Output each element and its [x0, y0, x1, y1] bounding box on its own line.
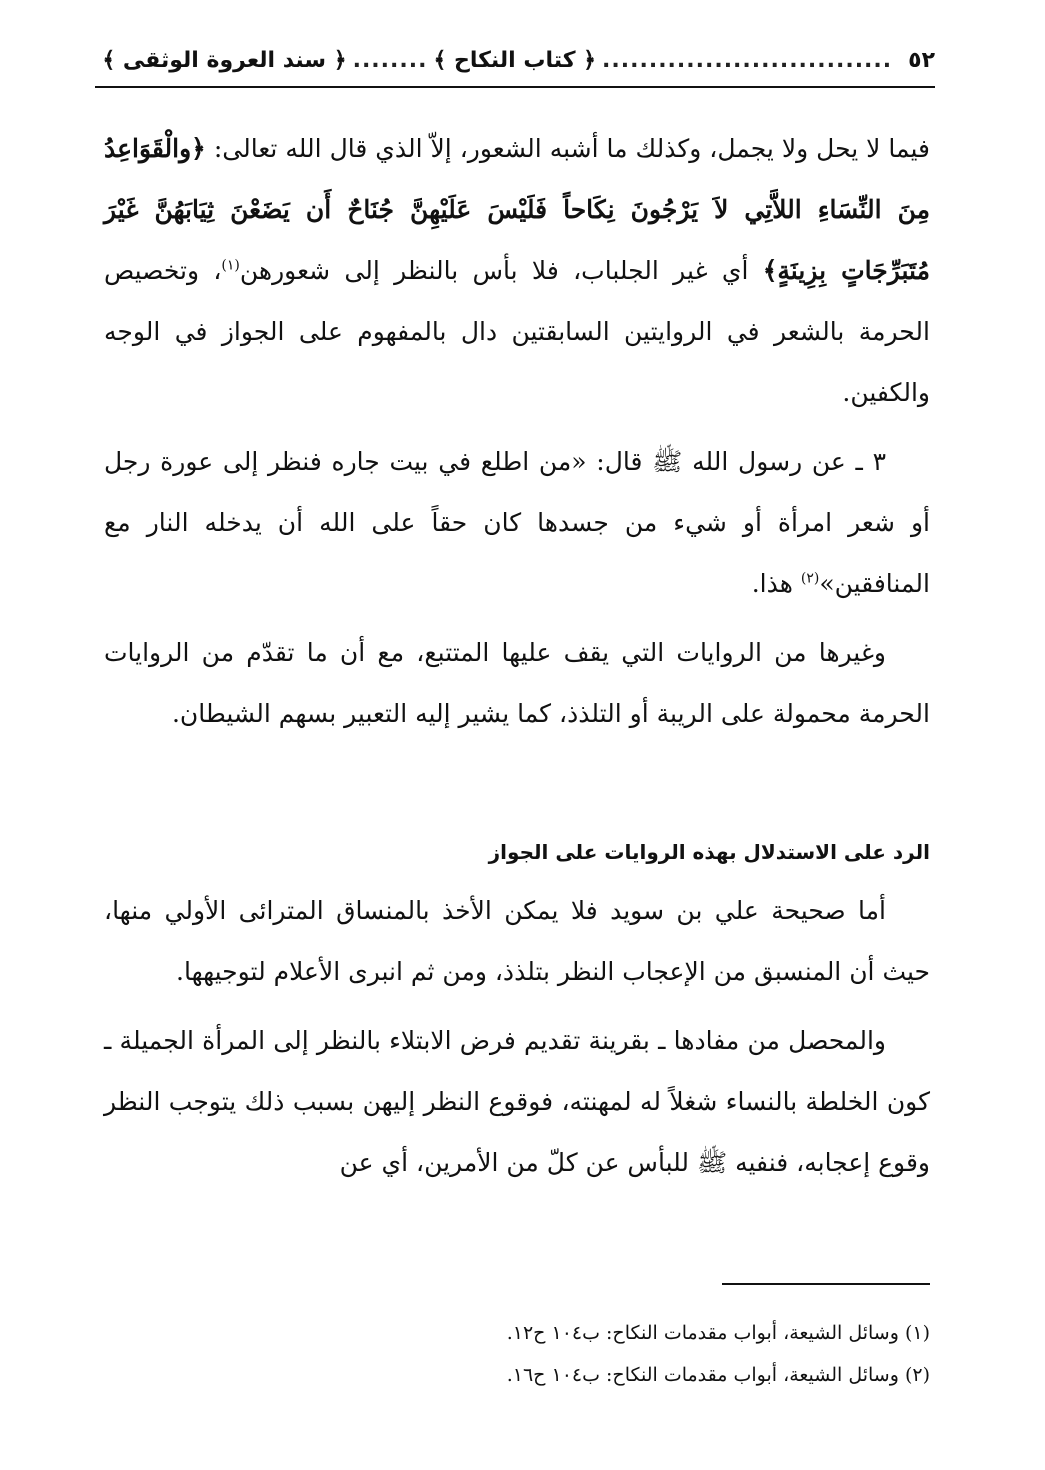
paragraph-2-end: هذا. [751, 569, 801, 598]
paragraph-5: والمحصل من مفادها ـ بقرينة تقديم فرض الابتلاء بالنظر إلى المرأة الجميلة ـ كون الخلطة بالنساء شغلاً له لمهنته، فوقوع النظر إليهن بسبب ذلك يتوجب النظر وقوع إعجابه، فنفيه ﷺ للبأس عن كلّ من الأمرين، أي عن [104, 1026, 930, 1177]
footnote-1: (١) وسائل الشيعة، أبواب مقدمات النكاح: ب١٠٤ ح١٢. [506, 1322, 930, 1344]
paragraph-1-intro: فيما لا يحل ولا يجمل، وكذلك ما أشبه الشعور، إلاّ الذي قال الله تعالى: [205, 134, 930, 163]
paragraph-1 [104, 118, 930, 423]
footnotes [300, 1312, 930, 1396]
main-text-block [104, 118, 930, 744]
paragraph-4: أما صحيحة علي بن سويد فلا يمكن الأخذ بالمنساق المترائى الأولي منها، حيث أن المنسبق من الإعجاب النظر بتلذذ، ومن ثم انبرى الأعلام لتوجيهها. [104, 896, 930, 986]
header-divider [95, 86, 935, 88]
footnote-2: (٢) وسائل الشيعة، أبواب مقدمات النكاح: ب١٠٤ ح١٦. [506, 1364, 930, 1386]
header-dot-leader-2: ........ [352, 47, 428, 73]
footnote-divider [722, 1283, 930, 1285]
header-dot-leader: ............................... [602, 47, 893, 73]
page-number: ٥٢ [908, 47, 935, 73]
section-heading: الرد على الاستدلال بهذه الروايات على الجواز [488, 840, 930, 864]
paragraph-1-continuation: أي غير الجلباب، فلا بأس بالنظر إلى شعورهن [239, 256, 763, 285]
footnote-ref-2[interactable]: (٢) [800, 570, 820, 587]
quran-verse: ﴿والْقَوَاعِدُ مِنَ النِّسَاءِ اللاَّتِي لاَ يَرْجُونَ نِكَاحاً فَلَيْسَ عَلَيْهِنَّ جُنَاحٌ أَن يَضَعْنَ ثِيَابَهُنَّ غَيْرَ مُتَبَرِّجَاتٍ بِزِينَةٍ﴾ [104, 134, 930, 285]
paragraph-2 [104, 431, 930, 614]
hadith-text: ٣ ـ عن رسول الله ﷺ قال: «من اطلع في بيت جاره فنظر إلى عورة رجل أو شعر امرأة أو شيء من جسدها كان حقاً على الله أن يدخله النار مع المنافقين» [104, 447, 930, 598]
footnote-ref-1[interactable]: (١) [221, 257, 240, 274]
running-header [95, 38, 935, 82]
paragraph-1-end: ، وتخصيص الحرمة بالشعر في الروايتين السابقتين دال بالمفهوم على الجواز في الوجه والكفين. [104, 256, 930, 407]
paragraph-3: وغيرها من الروايات التي يقف عليها المتتبع، مع أن ما تقدّم من الروايات الحرمة محمولة على الريبة أو التلذذ، كما يشير إليه التعبير بسهم الشيطان. [104, 638, 930, 728]
chapter-title: ﴿ كتاب النكاح ﴾ [433, 47, 597, 73]
book-title: ﴿ سند العروة الوثقى ﴾ [102, 47, 347, 73]
section-text-block [104, 880, 930, 1193]
